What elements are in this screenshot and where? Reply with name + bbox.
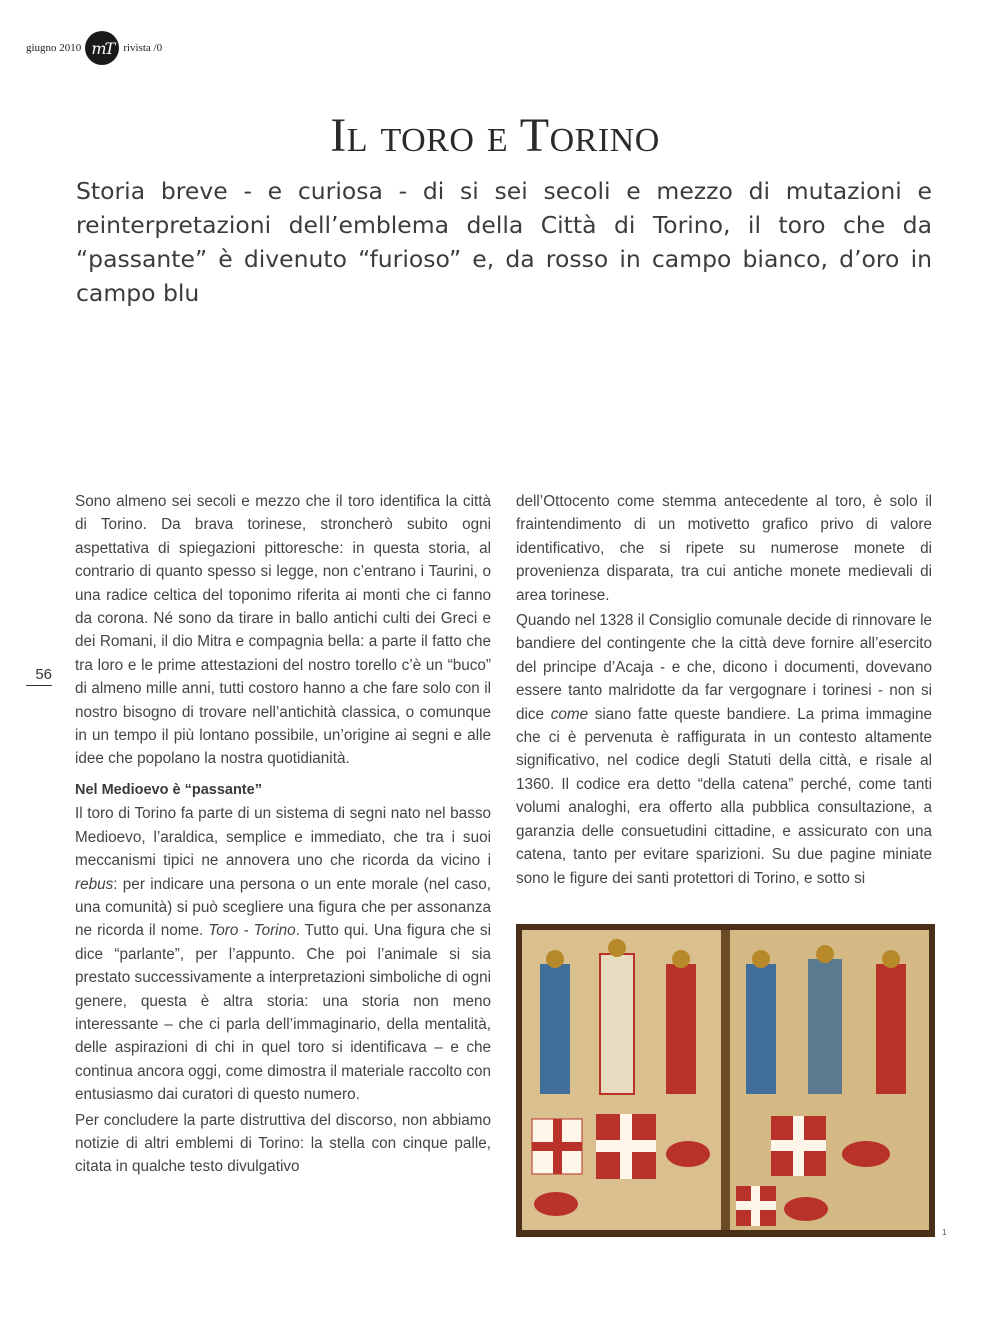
issue-number: rivista /0 [123,42,163,54]
paragraph: Il toro di Torino fa parte di un sistema di segni nato nel basso Medioevo, l’araldica, semplice e immediato, che tra i suoi meccanismi tipici ne annovera uno che ricorda da vicino i rebus: per indicare una persona o un ente morale (nel caso, una comunità) si può scegliere una figura che per assonanza ne ricorda il nome. Toro - Torino. Tutto qui. Una figura che si dice “parlante”, per l’appunto. Che poi l’animale si sia prestato successivamente a interpretazioni simboliche di ogni genere, questa è altra storia: una storia non meno interessante – che ci parla dell’immaginario, della mentalità, delle aspirazioni di chi in quel toro si identificava – e che continua ancora oggi, come dimostra il materiale raccolto con entusiasmo dai curatori di questo numero. [75,805,491,1104]
paragraph: Per concludere la parte distruttiva del discorso, non abbiamo notizie di altri emblemi di Torino: la stella con cinque palle, citata in qualche testo divulgativo [75,1111,491,1176]
section-heading: Nel Medioevo è “passante” [75,781,262,798]
page-header [26,34,162,62]
text-column-left [75,490,491,1181]
paragraph: Sono almeno sei secoli e mezzo che il toro identifica la città di Torino. Da brava torinese, stroncherò subito ogni aspettativa di spiegazioni pittoresche: in questa storia, al contrario di quanto spesso si legge, non c’entrano i Taurini, o una radice celtica del toponimo riferita ai monti che ci fanno da corona. Né sono da tirare in ballo antichi culti dei Greci e dei Romani, il dio Mitra e compagnia bella: a parte il fatto che tra loro e le prime attestazioni del nostro torello c’è un “buco” di almeno mille anni, tutti costoro hanno a che fare solo con il nostro bisogno di trovare nell’antichità classica, o comunque in un tempo il più lontano possibile, un’origine ai segni e alle idee che popolano la nostra quotidianità. [75,493,491,768]
paragraph: Quando nel 1328 il Consiglio comunale decide di rinnovare le bandiere del contingente che la città deve fornire all’esercito del principe d’Acaja - e che, dicono i documenti, dovevano essere tanto malridotte da far vergognare i torinesi - non si dice come siano fatte queste bandiere. La prima immagine che ci è pervenuta è raffigurata in un contesto altamente significativo, nel codice degli Statuti della città, e risale al 1360. Il codice era detto “della catena” perché, come tanti volumi analoghi, era offerto alla pubblica consultazione, a garanzia delle consuetudini cittadine, e assicurato con una catena, tanto per evitare sparizioni. Su due pagine miniate sono le figure dei santi protettori di Torino, e sotto si [516,612,933,887]
magazine-logo: mT [85,31,119,65]
manuscript-illustration [516,924,935,1237]
issue-date: giugno 2010 [26,42,82,54]
article-title: Il toro e Torino [330,109,660,162]
saints-right-page [746,945,906,1094]
page-number: 56 [26,666,52,686]
text-column-right [516,490,932,892]
figure-number: 1 [942,1228,947,1237]
article-subtitle: Storia breve - e curiosa - di si sei secoli e mezzo di mutazioni e reinterpretazioni dell’emblema della Città di Torino, il toro che da “passante” è divenuto “furioso” e, da rosso in campo bianco, d’oro in campo blu [76,177,932,307]
paragraph: dell’Ottocento come stemma antecedente al toro, è solo il fraintendimento di un motivetto grafico privo di valore identificativo, che si ripete su numerose monete di provenienza disparata, tra cui antiche monete medievali di area torinese. [516,493,932,604]
